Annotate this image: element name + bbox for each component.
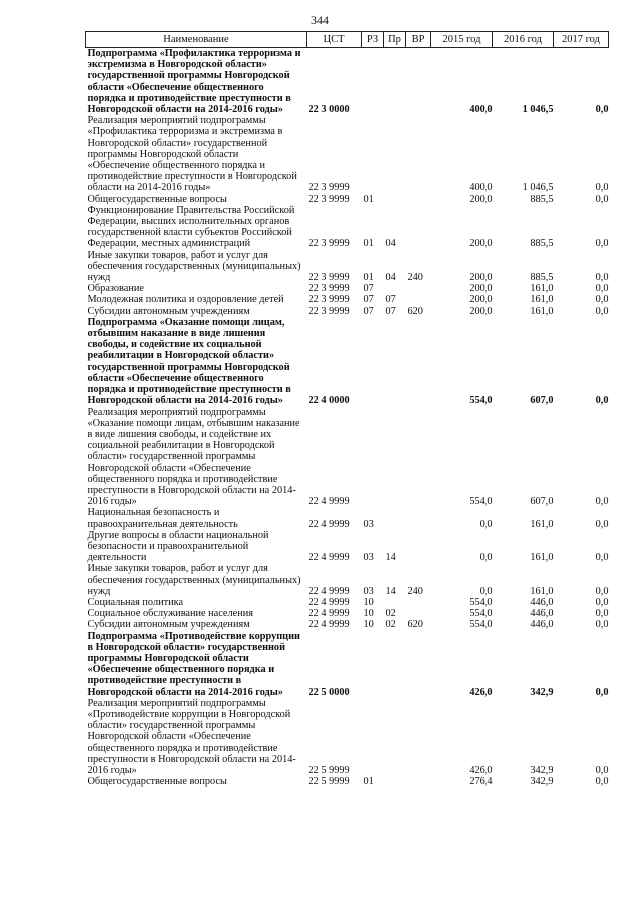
row-pr (384, 631, 406, 698)
table-row (86, 608, 609, 619)
row-pr (384, 597, 406, 608)
table-row (86, 306, 609, 317)
row-pr: 04 (385, 272, 396, 284)
row-cst: 22 3 9999 (308, 193, 350, 205)
table-row (86, 530, 609, 564)
row-vr (406, 294, 431, 305)
row-2016: 342,9 (530, 765, 554, 776)
row-2016: 607,0 (530, 496, 554, 508)
row-2016: 607,0 (530, 395, 554, 407)
row-rz (362, 407, 384, 508)
table-row (86, 205, 609, 250)
row-2016: 885,5 (530, 193, 554, 205)
row-name: Подпрограмма «Оказание помощи лицам, отбывшим наказание в виде лишения свободы, и содействие их социальной реабилитации в Новгородской области» государственной программы Новгородской области «Обеспечение общественного порядка и противодействие преступности в Новгородской области на 2014-2016 годы» (87, 316, 291, 407)
row-2017: 0,0 (595, 294, 609, 306)
row-cst: 22 3 9999 (308, 283, 350, 295)
row-name: Реализация мероприятий подпрограммы «Профилактика терроризма и экстремизма в Новгородской области» государственной программы Новгородской области «Обеспечение общественного порядка и противодействие преступности в Новгородской области на 2014-2016 годы» (87, 115, 297, 194)
row-2017: 0,0 (595, 552, 609, 564)
row-2017: 0,0 (595, 305, 609, 317)
row-2017: 0,0 (595, 104, 609, 116)
row-cst: 22 3 9999 (308, 272, 350, 284)
table-row (86, 698, 609, 776)
row-cst: 22 3 9999 (308, 294, 350, 306)
row-pr: 02 (385, 619, 396, 631)
row-rz: 01 (363, 238, 374, 250)
row-rz (362, 631, 384, 698)
row-2016: 342,9 (530, 776, 554, 788)
row-2016: 885,5 (530, 238, 554, 250)
table-row (86, 631, 609, 698)
row-2015: 554,0 (469, 619, 493, 631)
row-2017: 0,0 (595, 608, 609, 620)
row-vr (406, 407, 431, 508)
table-row (86, 283, 609, 294)
row-pr (384, 407, 406, 508)
header-name: Наименование (86, 32, 307, 48)
row-cst: 22 4 9999 (308, 619, 350, 631)
row-2016: 885,5 (530, 272, 554, 284)
row-vr (406, 530, 431, 564)
row-2015: 200,0 (469, 294, 493, 306)
row-2015: 200,0 (469, 305, 493, 317)
row-vr (406, 698, 431, 776)
table-row (86, 48, 609, 116)
row-2016: 446,0 (530, 596, 554, 608)
table-row (86, 115, 609, 193)
row-vr: 620 (407, 305, 423, 317)
row-2015: 554,0 (469, 608, 493, 620)
row-cst: 22 4 9999 (308, 596, 350, 608)
row-pr (384, 115, 406, 193)
row-name: Иные закупки товаров, работ и услуг для обеспечения государственных (муниципальных) нужд (87, 249, 301, 284)
row-pr: 07 (385, 294, 396, 306)
row-2016: 161,0 (530, 518, 554, 530)
row-2017: 0,0 (595, 238, 609, 250)
table-row (86, 407, 609, 508)
row-cst: 22 4 0000 (308, 395, 350, 407)
row-vr (406, 507, 431, 529)
row-rz: 01 (363, 272, 374, 284)
row-vr: 240 (407, 272, 423, 284)
row-rz: 07 (363, 294, 374, 306)
row-2016: 161,0 (530, 552, 554, 564)
row-pr: 02 (385, 608, 396, 620)
row-2017: 0,0 (595, 283, 609, 295)
row-name: Национальная безопасность и правоохранительная деятельность (87, 507, 238, 530)
row-vr (406, 194, 431, 205)
row-cst: 22 4 9999 (308, 585, 350, 597)
row-rz (362, 698, 384, 776)
row-2017: 0,0 (595, 272, 609, 284)
table-row (86, 294, 609, 305)
row-rz: 03 (363, 585, 374, 597)
row-vr (406, 608, 431, 619)
row-2016: 161,0 (530, 283, 554, 295)
row-rz: 01 (363, 776, 374, 788)
row-cst: 22 5 9999 (308, 776, 350, 788)
row-pr (384, 698, 406, 776)
row-vr (406, 597, 431, 608)
row-2016: 161,0 (530, 585, 554, 597)
row-cst: 22 3 9999 (308, 305, 350, 317)
table-row (86, 507, 609, 529)
row-2017: 0,0 (595, 585, 609, 597)
header-rz: РЗ (362, 32, 384, 48)
row-rz: 10 (363, 608, 374, 620)
row-vr (406, 317, 431, 407)
header-2017: 2017 год (554, 32, 609, 48)
row-name: Социальное обслуживание населения (87, 608, 253, 620)
row-name: Реализация мероприятий подпрограммы «Противодействие коррупции в Новгородской области» государственной программы Новгородской области «Обеспечение общественного порядка и противодействие преступности в Новгородской области на 2014-2016 годы» (87, 697, 296, 776)
row-name: Общегосударственные вопросы (87, 776, 227, 788)
table-row (86, 250, 609, 284)
table-body (86, 48, 609, 788)
row-2017: 0,0 (595, 619, 609, 631)
row-vr (406, 776, 431, 787)
row-rz: 03 (363, 552, 374, 564)
row-cst: 22 4 9999 (308, 552, 350, 564)
row-name: Подпрограмма «Профилактика терроризма и экстремизма в Новгородской области» государственной программы Новгородской области «Обеспечение общественного порядка и противодействие преступности в Новгородской области на 2014-2016 годы» (87, 48, 301, 116)
row-pr: 07 (385, 305, 396, 317)
row-2017: 0,0 (595, 686, 609, 698)
row-cst: 22 4 9999 (308, 518, 350, 530)
row-cst: 22 5 9999 (308, 765, 350, 776)
row-2017: 0,0 (595, 193, 609, 205)
row-pr (384, 507, 406, 529)
row-pr (384, 776, 406, 787)
row-2017: 0,0 (595, 496, 609, 508)
row-cst: 22 4 9999 (308, 496, 350, 508)
row-pr (384, 317, 406, 407)
row-2015: 200,0 (469, 193, 493, 205)
row-name: Иные закупки товаров, работ и услуг для обеспечения государственных (муниципальных) нужд (87, 563, 301, 597)
row-2015: 554,0 (469, 496, 493, 508)
row-2016: 161,0 (530, 305, 554, 317)
row-name: Подпрограмма «Противодействие коррупции в Новгородской области» государственной программы Новгородской области «Обеспечение общественного порядка и противодействие преступности в Новгородской области на 2014-2016 годы» (87, 630, 300, 698)
row-2015: 200,0 (469, 283, 493, 295)
row-2017: 0,0 (595, 395, 609, 407)
row-2015: 426,0 (469, 765, 493, 776)
row-name: Реализация мероприятий подпрограммы «Оказание помощи лицам, отбывшим наказание в виде лишения свободы, и содействие их социальной реабилитации в Новгородской области» государственной программы Новгородской области «Обеспечение общественного порядка и противодействие преступности в Новгородской области на 2014-2016 годы» (87, 406, 300, 508)
row-pr: 14 (385, 585, 396, 597)
row-name: Субсидии автономным учреждениям (87, 305, 250, 317)
row-rz: 07 (363, 305, 374, 317)
row-2015: 200,0 (469, 238, 493, 250)
table-row (86, 563, 609, 597)
row-2015: 400,0 (469, 182, 493, 194)
row-name: Молодежная политика и оздоровление детей (87, 294, 284, 306)
budget-table (85, 31, 609, 787)
row-2016: 1 046,5 (522, 182, 554, 194)
header-2016: 2016 год (493, 32, 554, 48)
table-row (86, 776, 609, 787)
row-2016: 1 046,5 (522, 104, 554, 116)
row-vr: 620 (407, 619, 423, 631)
row-2017: 0,0 (595, 518, 609, 530)
row-vr (406, 115, 431, 193)
header-vr: ВР (406, 32, 431, 48)
row-2016: 161,0 (530, 294, 554, 306)
table-row (86, 194, 609, 205)
row-2017: 0,0 (595, 596, 609, 608)
row-name: Общегосударственные вопросы (87, 193, 227, 205)
row-rz (362, 317, 384, 407)
row-name: Образование (87, 283, 144, 295)
row-vr (406, 631, 431, 698)
table-header-row (86, 32, 609, 48)
row-2016: 446,0 (530, 619, 554, 631)
header-cst: ЦСТ (307, 32, 362, 48)
row-2015: 0,0 (479, 585, 493, 597)
row-vr (406, 205, 431, 250)
row-pr: 14 (385, 552, 396, 564)
row-cst: 22 4 9999 (308, 608, 350, 620)
row-pr (384, 283, 406, 294)
row-rz: 07 (363, 283, 374, 295)
row-vr (406, 283, 431, 294)
row-pr: 04 (385, 238, 396, 250)
row-2015: 400,0 (469, 104, 493, 116)
row-2017: 0,0 (595, 182, 609, 194)
row-name: Социальная политика (87, 596, 184, 608)
row-2015: 0,0 (479, 552, 493, 564)
row-cst: 22 3 9999 (308, 182, 350, 194)
header-2015: 2015 год (431, 32, 493, 48)
row-2015: 426,0 (469, 686, 493, 698)
row-vr: 240 (407, 585, 423, 597)
row-rz: 01 (363, 193, 374, 205)
row-rz (362, 115, 384, 193)
row-2015: 276,4 (469, 776, 493, 788)
row-name: Субсидии автономным учреждениям (87, 619, 250, 631)
row-2016: 446,0 (530, 608, 554, 620)
table-row (86, 597, 609, 608)
row-rz: 10 (363, 596, 374, 608)
row-name: Другие вопросы в области национальной безопасности и правоохранительной деятельности (87, 529, 269, 564)
row-2015: 554,0 (469, 596, 493, 608)
row-cst: 22 3 0000 (308, 104, 350, 116)
row-2015: 0,0 (479, 518, 493, 530)
row-vr (406, 48, 431, 116)
row-pr (384, 194, 406, 205)
row-rz: 03 (363, 518, 374, 530)
page-number: 344 (311, 13, 329, 27)
row-2015: 200,0 (469, 272, 493, 284)
row-2017: 0,0 (595, 765, 609, 776)
table-row (86, 317, 609, 407)
header-pr: Пр (384, 32, 406, 48)
row-2017: 0,0 (595, 776, 609, 788)
table-row (86, 619, 609, 630)
row-2016: 342,9 (530, 686, 554, 698)
row-rz (362, 48, 384, 116)
row-pr (384, 48, 406, 116)
row-cst: 22 3 9999 (308, 238, 350, 250)
row-name: Функционирование Правительства Российской Федерации, высших исполнительных органов государственной власти субъектов Российской Федерации, местных администраций (87, 204, 295, 250)
row-2015: 554,0 (469, 395, 493, 407)
row-rz: 10 (363, 619, 374, 631)
row-cst: 22 5 0000 (308, 686, 350, 698)
